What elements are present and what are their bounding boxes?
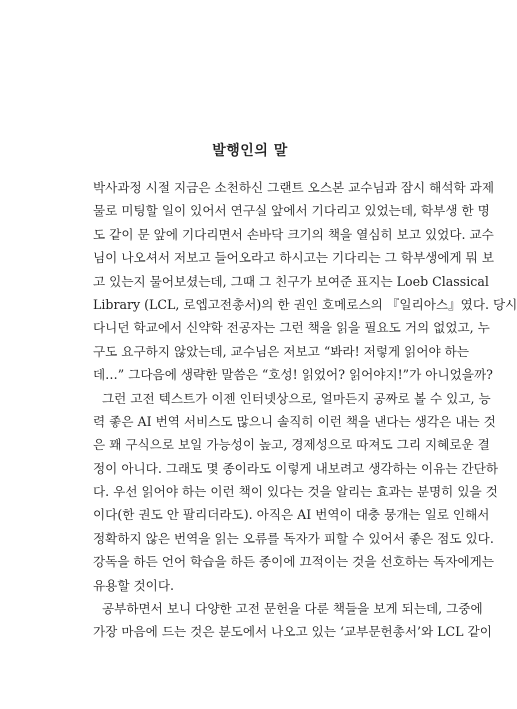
text-line: 유용할 것이다. <box>93 577 174 593</box>
text-line: 물로 미팅할 일이 있어서 연구실 앞에서 기다리고 있었는데, 학부생 한 명 <box>93 203 490 219</box>
text-line: 님이 나오셔서 저보고 들어오라고 하시고는 기다리는 그 학부생에게 뭐 보 <box>93 250 494 266</box>
text-line: 공부하면서 보니 다양한 고전 문헌을 다룬 책들을 보게 되는데, 그중에 <box>102 601 483 617</box>
text-line: 도 같이 문 앞에 기다리면서 손바닥 크기의 책을 열심히 보고 있었다. 교수 <box>93 226 494 242</box>
text-line: 그런 고전 텍스트가 이젠 인터넷상으로, 얼마든지 공짜로 볼 수 있고, 능 <box>102 390 491 406</box>
text-line: 강독을 하든 언어 학습을 하든 종이에 끄적이는 것을 선호하는 독자에게는 <box>93 554 494 570</box>
text-line: 다니던 학교에서 신약학 전공자는 그런 책을 읽을 필요도 거의 없었고, 누 <box>93 320 490 336</box>
text-line: 가장 마음에 드는 것은 분도에서 나오고 있는 ‘교부문헌총서’와 LCL 같이 <box>93 624 492 640</box>
text-line: 력 좋은 AI 번역 서비스도 많으니 솔직히 이런 책을 낸다는 생각은 내는 것 <box>93 413 496 429</box>
body-text <box>93 176 517 644</box>
text-line: 박사과정 시절 지금은 소천하신 그랜트 오스본 교수님과 잠시 해석학 과제 <box>93 180 494 195</box>
text-line: 이다(한 권도 안 팔리더라도). 아직은 AI 번역이 대충 뭉개는 일로 인해서 <box>93 507 490 523</box>
text-line: Library (LCL, 로엡고전총서)의 한 권인 호메로스의 『일리아스』였다. 당시 <box>93 296 517 312</box>
text-line: 은 꽤 구식으로 보일 가능성이 높고, 경제성으로 따져도 그리 지혜로운 결 <box>93 437 490 453</box>
chapter-title: 발행인의 말 <box>212 143 288 159</box>
text-line: 정이 아니다. 그래도 몇 종이라도 이렇게 내보려고 생각하는 이유는 간단하 <box>93 460 498 476</box>
text-line: 고 있는지 물어보셨는데, 그때 그 친구가 보여준 표지는 Loeb Classical <box>93 273 489 289</box>
text-line: 다. 우선 읽어야 하는 이런 책이 있다는 것을 알리는 효과는 분명히 있을 것 <box>93 484 498 500</box>
text-line: 데…” 그다음에 생략한 말씀은 “호성! 읽었어? 읽어야지!”가 아니었을까? <box>93 367 493 383</box>
text-line: 구도 요구하지 않았는데, 교수님은 저보고 “봐라! 저렇게 읽어야 하는 <box>93 343 469 359</box>
text-line: 정확하지 않은 번역을 읽는 오류를 독자가 피할 수 있어서 좋은 점도 있다. <box>93 530 494 546</box>
